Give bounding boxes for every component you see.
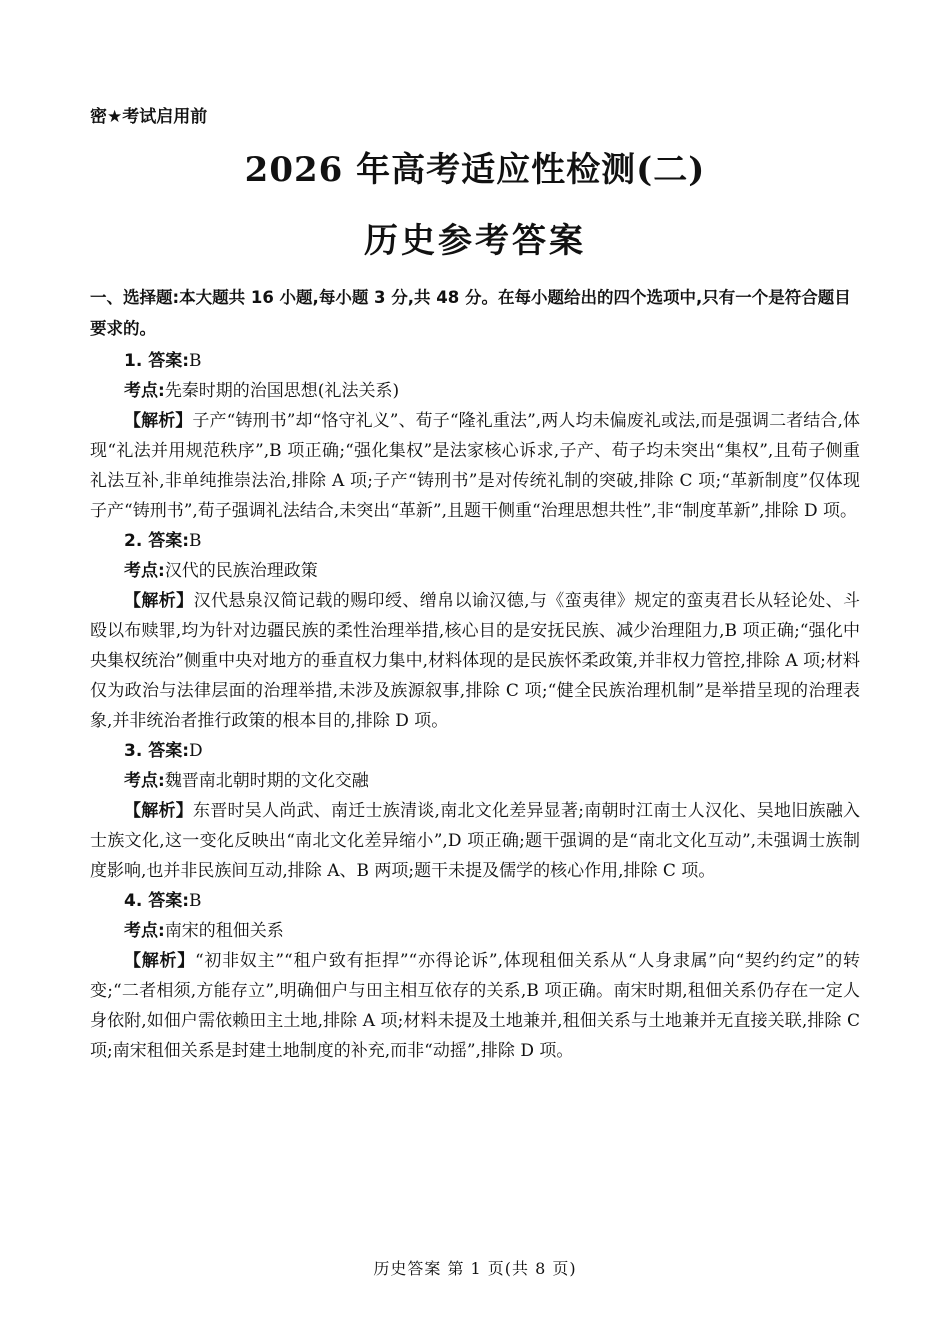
answer-line (90, 526, 860, 556)
answer-line (90, 346, 860, 376)
question-block-1 (90, 346, 860, 526)
point-value: 魏晋南北朝时期的文化交融 (164, 771, 369, 791)
answer-label: 4. 答案: (124, 891, 190, 911)
point-value: 先秦时期的治国思想(礼法关系) (164, 381, 400, 401)
question-block-3 (90, 736, 860, 886)
analysis-label: 【解析】 (124, 591, 194, 611)
point-line (90, 376, 860, 406)
point-line (90, 556, 860, 586)
point-line (90, 766, 860, 796)
answer-value: B (189, 891, 202, 911)
analysis-label: 【解析】 (124, 801, 194, 821)
answer-line (90, 886, 860, 916)
answer-value: B (189, 531, 202, 551)
answer-value: D (189, 741, 203, 761)
analysis-paragraph (90, 586, 860, 736)
point-line (90, 916, 860, 946)
answer-key-title: 历史参考答案 (364, 221, 586, 261)
point-label: 考点: (124, 771, 165, 791)
analysis-label: 【解析】 (124, 411, 193, 431)
analysis-paragraph (90, 946, 860, 1066)
analysis-text: 东晋时吴人尚武、南迁士族清谈,南北文化差异显著;南朝时江南士人汉化、吴地旧族融入士族文化,这一变化反映出“南北文化差异缩小”,D 项正确;题干强调的是“南北文化互动”,未强调士族制度影响,也并非民族间互动,排除 A、B 两项;题干未提及儒学的核心作用,排除 C 项。 (90, 801, 860, 881)
analysis-paragraph (90, 406, 860, 526)
question-block-2 (90, 526, 860, 736)
analysis-paragraph (90, 796, 860, 886)
page-footer: 历史答案 第 1 页(共 8 页) (373, 1259, 577, 1278)
answer-value: B (189, 351, 202, 371)
point-label: 考点: (124, 561, 165, 581)
answer-content (90, 282, 860, 1066)
analysis-text: 子产“铸刑书”却“恪守礼义”、荀子“隆礼重法”,两人均未偏废礼或法,而是强调二者结合,体现“礼法并用规范秩序”,B 项正确;“强化集权”是法家核心诉求,子产、荀子均未突出“集权”,且荀子侧重礼法互补,非单纯推崇法治,排除 A 项;子产“铸刑书”是对传统礼制的突破,排除 C 项;“革新制度”仅体现子产“铸刑书”,荀子强调礼法结合,未突出“革新”,且题干侧重“治理思想共性”,非“制度革新”,排除 D 项。 (90, 411, 860, 521)
answer-label: 1. 答案: (124, 351, 190, 371)
answer-line (90, 736, 860, 766)
section-heading: 一、选择题:本大题共 16 小题,每小题 3 分,共 48 分。在每小题给出的四个选项中,只有一个是符合题目要求的。 (90, 288, 851, 338)
question-block-4 (90, 886, 860, 1066)
point-label: 考点: (124, 921, 165, 941)
exam-title: 2026 年高考适应性检测(二) (244, 150, 706, 190)
analysis-text: “初非奴主”“租户致有拒捍”“亦得论诉”,体现租佃关系从“人身隶属”向“契约约定”的转变;“二者相须,方能存立”,明确佃户与田主相互依存的关系,B 项正确。南宋时期,租佃关系仍存在一定人身依附,如佃户需依赖田主土地,排除 A 项;材料未提及土地兼并,租佃关系与土地兼并无直接关联,排除 C 项;南宋租佃关系是封建土地制度的补充,而非“动摇”,排除 D 项。 (90, 951, 861, 1061)
answer-label: 2. 答案: (124, 531, 190, 551)
point-label: 考点: (124, 381, 165, 401)
confidential-notice: 密★考试启用前 (90, 107, 208, 127)
point-value: 南宋的租佃关系 (164, 921, 284, 941)
analysis-text: 汉代悬泉汉简记载的赐印绶、缯帛以谕汉德,与《蛮夷律》规定的蛮夷君长从轻论处、斗殴以布赎罪,均为针对边疆民族的柔性治理举措,核心目的是安抚民族、减少治理阻力,B 项正确;“强化中央集权统治”侧重中央对地方的垂直权力集中,材料体现的是民族怀柔政策,并非权力管控,排除 A 项;材料仅为政治与法律层面的治理举措,未涉及族源叙事,排除 C 项;“健全民族治理机制”是举措呈现的治理表象,并非统治者推行政策的根本目的,排除 D 项。 (90, 591, 861, 731)
answer-label: 3. 答案: (124, 741, 190, 761)
analysis-label: 【解析】 (124, 951, 195, 971)
point-value: 汉代的民族治理政策 (164, 561, 318, 581)
